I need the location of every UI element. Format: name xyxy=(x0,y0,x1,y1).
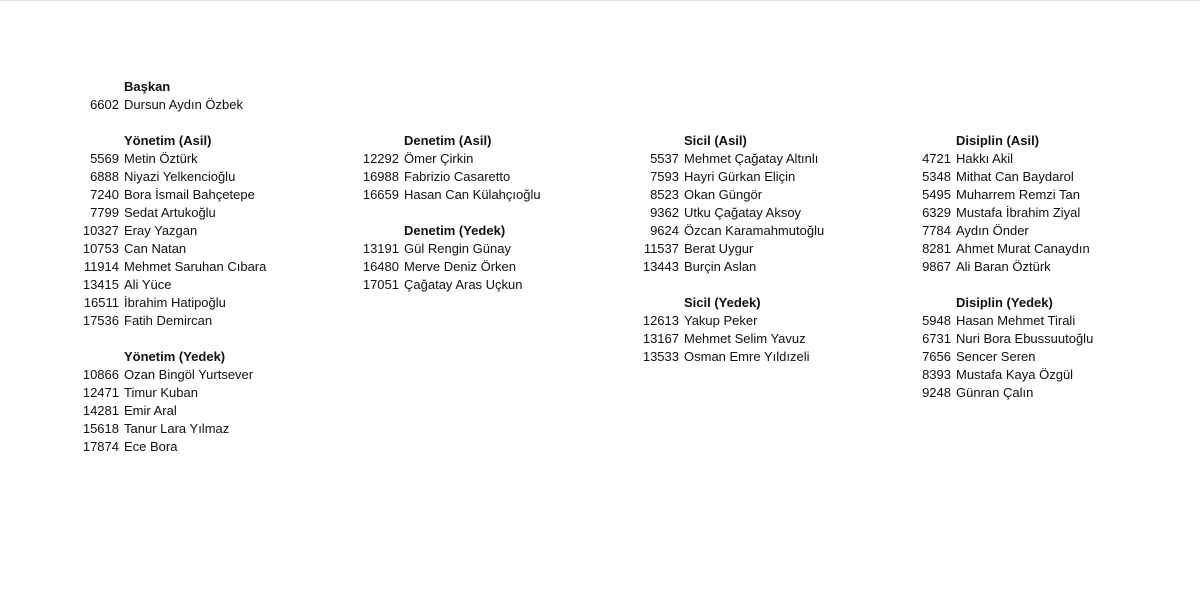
member-name: Çağatay Aras Uçkun xyxy=(404,277,523,292)
member-name: Nuri Bora Ebussuutoğlu xyxy=(956,331,1094,346)
member-name: Gül Rengin Günay xyxy=(404,241,511,256)
member-name: Metin Öztürk xyxy=(124,151,198,166)
member-row xyxy=(920,186,1180,204)
member-name: Aydın Önder xyxy=(956,223,1029,238)
member-row xyxy=(641,240,901,258)
member-name: Mehmet Çağatay Altınlı xyxy=(684,151,819,166)
member-number: 5569 xyxy=(90,151,119,166)
member-row xyxy=(81,186,341,204)
member-number: 7240 xyxy=(90,187,119,202)
member-name: Günran Çalın xyxy=(956,385,1034,400)
member-row xyxy=(920,384,1180,402)
member-number: 8393 xyxy=(922,367,951,382)
section-heading: Yönetim (Yedek) xyxy=(124,349,226,364)
member-number: 16511 xyxy=(83,295,119,310)
member-row xyxy=(920,330,1180,348)
section-sicil-asil xyxy=(641,132,901,276)
section-denetim-asil xyxy=(361,132,621,204)
section-heading: Başkan xyxy=(124,79,171,94)
member-row xyxy=(920,222,1180,240)
member-name: Hayri Gürkan Eliçin xyxy=(684,169,796,184)
member-number: 5948 xyxy=(922,313,951,328)
member-row xyxy=(81,96,341,114)
section-disiplin-yedek xyxy=(920,294,1180,402)
member-row xyxy=(920,150,1180,168)
member-row xyxy=(361,258,621,276)
member-name: Can Natan xyxy=(124,241,187,256)
member-row xyxy=(81,258,341,276)
member-number: 6888 xyxy=(90,169,119,184)
member-name: Yakup Peker xyxy=(684,313,758,328)
member-number: 17051 xyxy=(362,277,399,292)
member-name: Burçin Aslan xyxy=(684,259,757,274)
section-baskan xyxy=(81,78,341,114)
member-number: 16988 xyxy=(362,169,399,184)
member-row xyxy=(81,168,341,186)
member-number: 13443 xyxy=(642,259,679,274)
member-row xyxy=(81,240,341,258)
member-number: 7656 xyxy=(922,349,951,364)
member-name: Ozan Bingöl Yurtsever xyxy=(124,367,254,382)
member-name: Ömer Çirkin xyxy=(404,151,474,166)
member-name: Hakkı Akil xyxy=(956,151,1014,166)
member-name: Hasan Mehmet Tirali xyxy=(956,313,1076,328)
member-number: 15618 xyxy=(82,421,119,436)
member-row xyxy=(81,222,341,240)
member-row xyxy=(641,168,901,186)
member-name: Bora İsmail Bahçetepe xyxy=(124,187,255,202)
member-row xyxy=(920,168,1180,186)
member-name: Mehmet Saruhan Cıbara xyxy=(124,259,267,274)
member-row xyxy=(920,240,1180,258)
member-name: Muharrem Remzi Tan xyxy=(956,187,1081,202)
member-number: 7784 xyxy=(922,223,951,238)
section-heading: Sicil (Asil) xyxy=(684,133,747,148)
member-row xyxy=(81,438,341,456)
member-name: Dursun Aydın Özbek xyxy=(124,97,243,112)
section-heading: Disiplin (Yedek) xyxy=(956,295,1053,310)
member-number: 10866 xyxy=(82,367,119,382)
member-number: 9867 xyxy=(922,259,951,274)
section-heading: Sicil (Yedek) xyxy=(684,295,761,310)
member-name: Sencer Seren xyxy=(956,349,1036,364)
member-number: 10327 xyxy=(82,223,119,238)
member-number: 13533 xyxy=(642,349,679,364)
member-row xyxy=(81,366,341,384)
member-name: Ahmet Murat Canaydın xyxy=(956,241,1090,256)
column-2 xyxy=(361,78,621,312)
member-row xyxy=(641,150,901,168)
member-row xyxy=(81,204,341,222)
member-name: Fatih Demircan xyxy=(124,313,213,328)
member-number: 17536 xyxy=(82,313,119,328)
section-disiplin-asil xyxy=(920,132,1180,276)
member-number: 11537 xyxy=(643,241,679,256)
section-denetim-yedek xyxy=(361,222,621,294)
member-number: 13415 xyxy=(82,277,119,292)
member-name: Mustafa İbrahim Ziyal xyxy=(956,205,1081,220)
section-yonetim-yedek xyxy=(81,348,341,456)
section-heading: Denetim (Asil) xyxy=(404,133,492,148)
member-row xyxy=(361,168,621,186)
member-row xyxy=(81,294,341,312)
member-row xyxy=(641,222,901,240)
member-number: 7799 xyxy=(90,205,119,220)
member-number: 6731 xyxy=(922,331,951,346)
top-divider xyxy=(0,0,1200,1)
member-number: 6602 xyxy=(90,97,119,112)
member-number: 13167 xyxy=(642,331,679,346)
member-name: Mithat Can Baydarol xyxy=(956,169,1074,184)
member-name: Osman Emre Yıldızeli xyxy=(684,349,810,364)
section-heading: Disiplin (Asil) xyxy=(956,133,1040,148)
member-row xyxy=(920,312,1180,330)
member-row xyxy=(81,384,341,402)
member-name: Merve Deniz Örken xyxy=(404,259,516,274)
member-number: 12471 xyxy=(82,385,119,400)
member-row xyxy=(81,150,341,168)
member-name: Ali Baran Öztürk xyxy=(956,259,1051,274)
member-row xyxy=(641,312,901,330)
section-heading: Denetim (Yedek) xyxy=(404,223,506,238)
member-row xyxy=(81,312,341,330)
member-row xyxy=(920,348,1180,366)
member-row xyxy=(361,276,621,294)
member-row xyxy=(641,330,901,348)
member-row xyxy=(361,186,621,204)
member-row xyxy=(81,402,341,420)
member-row xyxy=(641,348,901,366)
section-sicil-yedek xyxy=(641,294,901,366)
column-3 xyxy=(641,78,901,384)
member-name: Fabrizio Casaretto xyxy=(404,169,511,184)
section-spacer xyxy=(361,78,621,114)
member-name: Mehmet Selim Yavuz xyxy=(684,331,806,346)
member-number: 17874 xyxy=(82,439,119,454)
member-number: 4721 xyxy=(922,151,951,166)
member-name: Mustafa Kaya Özgül xyxy=(956,367,1074,382)
member-number: 14281 xyxy=(82,403,119,418)
member-number: 13191 xyxy=(362,241,399,256)
member-number: 5348 xyxy=(922,169,951,184)
column-1 xyxy=(81,78,341,474)
member-number: 16480 xyxy=(362,259,399,274)
member-name: Emir Aral xyxy=(124,403,177,418)
section-yonetim-asil xyxy=(81,132,341,330)
member-number: 10753 xyxy=(82,241,119,256)
section-spacer xyxy=(641,78,901,114)
member-row xyxy=(641,204,901,222)
member-name: Utku Çağatay Aksoy xyxy=(684,205,802,220)
member-row xyxy=(81,276,341,294)
member-row xyxy=(361,240,621,258)
member-number: 7593 xyxy=(650,169,679,184)
member-row xyxy=(641,186,901,204)
member-name: Sedat Artukoğlu xyxy=(124,205,216,220)
section-spacer xyxy=(920,78,1180,114)
member-row xyxy=(361,150,621,168)
member-row xyxy=(920,258,1180,276)
member-number: 16659 xyxy=(362,187,399,202)
member-name: Timur Kuban xyxy=(124,385,198,400)
column-4 xyxy=(920,78,1180,420)
member-name: Berat Uygur xyxy=(684,241,754,256)
member-number: 9624 xyxy=(650,223,679,238)
member-row xyxy=(81,420,341,438)
member-number: 8281 xyxy=(922,241,951,256)
member-number: 6329 xyxy=(922,205,951,220)
member-number: 9248 xyxy=(922,385,951,400)
member-row xyxy=(920,366,1180,384)
section-heading: Yönetim (Asil) xyxy=(124,133,212,148)
member-name: Hasan Can Külahçıoğlu xyxy=(404,187,541,202)
member-name: Tanur Lara Yılmaz xyxy=(124,421,230,436)
member-name: Ali Yüce xyxy=(124,277,172,292)
member-name: İbrahim Hatipoğlu xyxy=(124,295,226,310)
member-name: Ece Bora xyxy=(124,439,178,454)
member-row xyxy=(641,258,901,276)
member-row xyxy=(920,204,1180,222)
member-number: 11914 xyxy=(83,259,119,274)
member-number: 12613 xyxy=(642,313,679,328)
member-number: 12292 xyxy=(362,151,399,166)
member-name: Eray Yazgan xyxy=(124,223,198,238)
member-name: Özcan Karamahmutoğlu xyxy=(684,223,825,238)
member-number: 5537 xyxy=(650,151,679,166)
member-number: 8523 xyxy=(650,187,679,202)
member-name: Niyazi Yelkencioğlu xyxy=(124,169,236,184)
member-number: 5495 xyxy=(922,187,951,202)
member-number: 9362 xyxy=(650,205,679,220)
member-name: Okan Güngör xyxy=(684,187,763,202)
